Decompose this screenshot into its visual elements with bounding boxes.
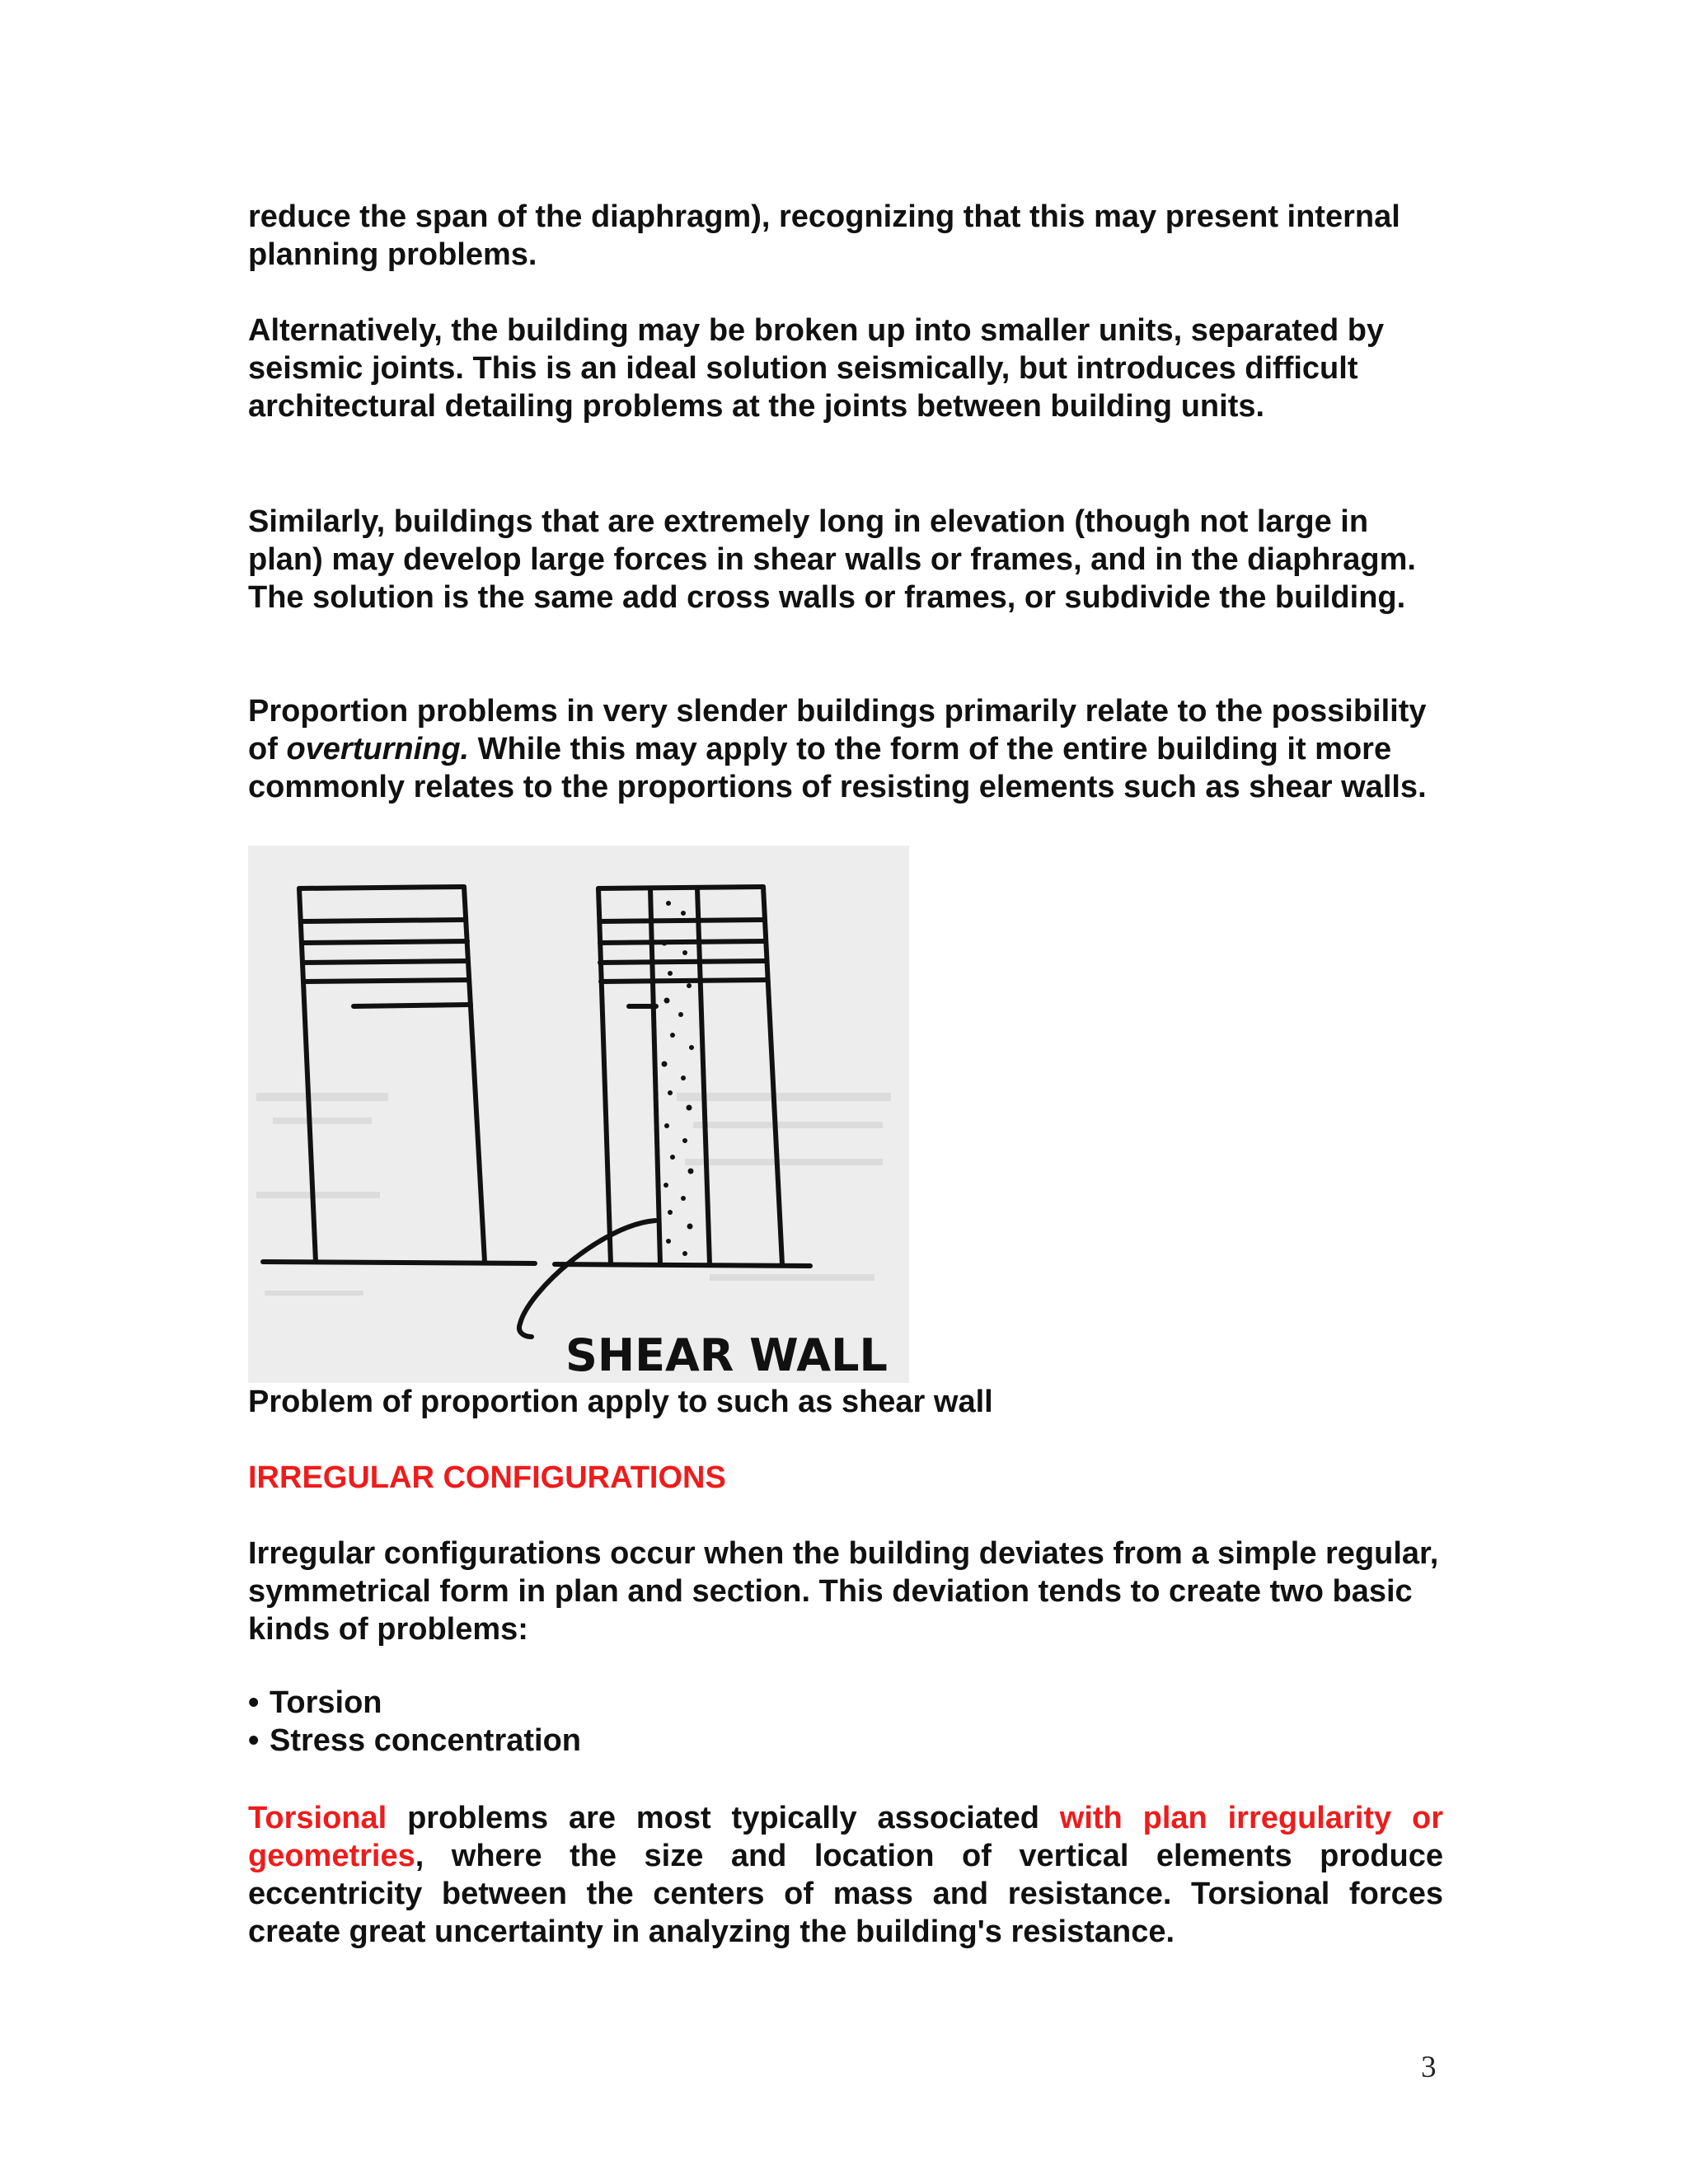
section-heading: IRREGULAR CONFIGURATIONS (248, 1460, 726, 1495)
figure-caption: Problem of proportion apply to such as shear wall (248, 1385, 993, 1419)
page-number: 3 (1421, 2050, 1437, 2084)
list-item: • Torsion (248, 1684, 581, 1722)
paragraph-seismic-joints: Alternatively, the building may be broken up into smaller units, separated by seismic joints. This is an ideal solution seismically, but introduces difficult architectural detailing problems at the joints between building units. (248, 313, 1385, 424)
torsional-term: Torsional (248, 1801, 387, 1835)
paragraph-long-elevation: Similarly, buildings that are extremely long in elevation (though not large in plan) may develop large forces in shear walls or frames, and in the diaphragm. The solution is the same add cross walls or frames, or subdivide the building. (248, 504, 1416, 615)
paragraph-torsion (248, 1799, 1443, 1951)
torsion-text-end: , where the size and location of vertical elements produce eccentricity between the centers of mass and resistance. Torsional forces create great uncertainty in analyzing the building's resistance. (248, 1839, 1443, 1949)
paragraph-proportion-problems (248, 692, 1443, 806)
paragraph-irregular-intro: Irregular configurations occur when the building deviates from a simple regular, symmetrical form in plan and section. This deviation tends to create two basic kinds of problems: (248, 1536, 1439, 1647)
proportion-text-end: While this may apply to the form of the entire building it more commonly relates to the proportions of resisting elements such as shear walls. (248, 732, 1427, 804)
torsion-text-start: problems are most typically associated (387, 1801, 1060, 1835)
shear-wall-sketch (248, 846, 909, 1383)
paragraph-diaphragm-span: reduce the span of the diaphragm), recognizing that this may present internal planning problems. (248, 199, 1400, 272)
list-item: • Stress concentration (248, 1722, 581, 1760)
shear-wall-label: SHEAR WALL (565, 1329, 888, 1381)
proportion-text-start: Proportion problems in very slender buildings primarily relate to the possibility of (248, 694, 1427, 766)
plan-irregularity-term: with plan irregularity or geometries (248, 1801, 1443, 1873)
overturning-term: overturning. (286, 732, 470, 766)
problem-list (248, 1684, 581, 1760)
